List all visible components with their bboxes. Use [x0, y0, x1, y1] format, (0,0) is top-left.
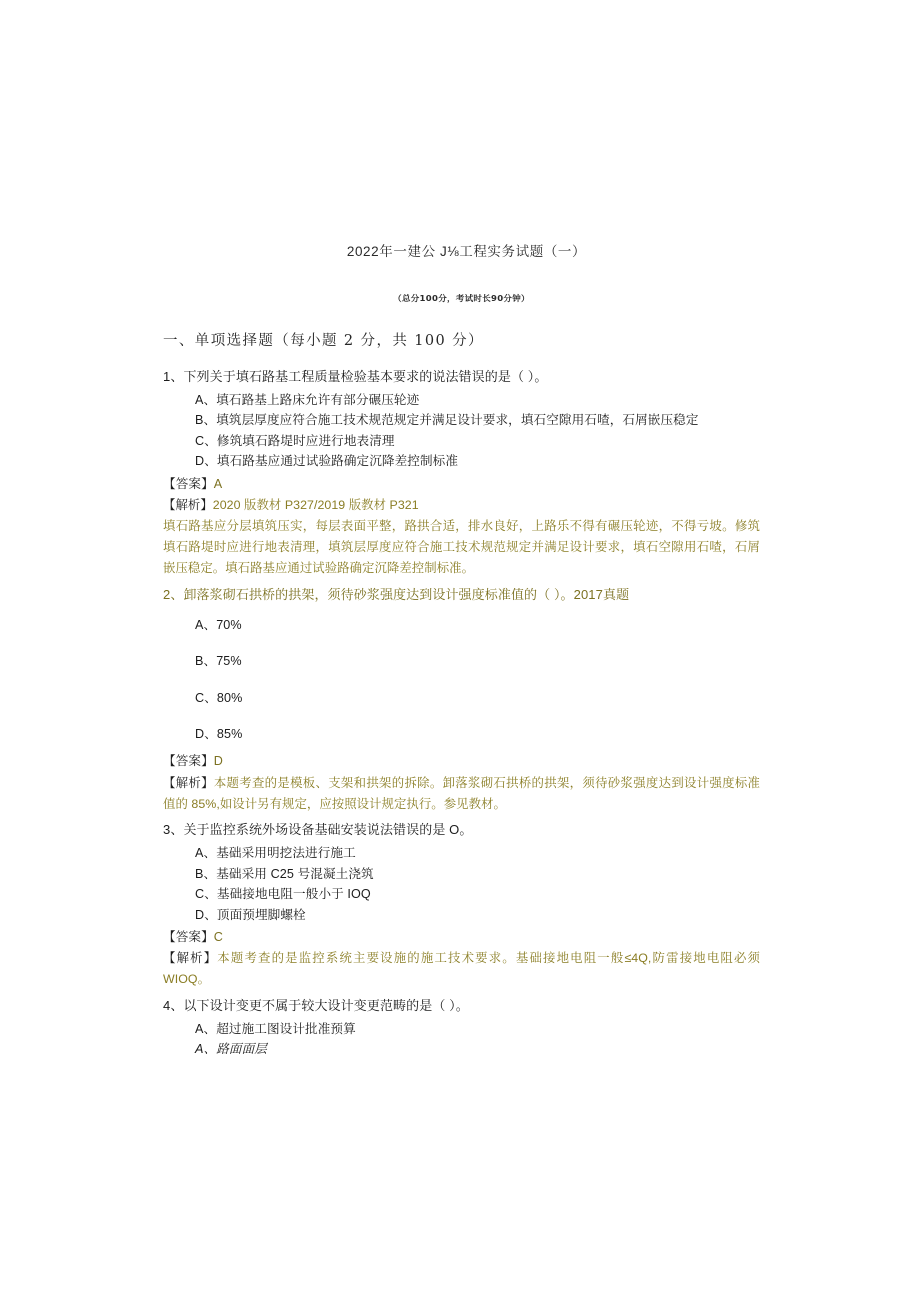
answer-value: A: [213, 476, 223, 491]
section-heading: 一、单项选择题（每小题 2 分，共 100 分）: [163, 332, 484, 349]
question-stem: [163, 820, 760, 840]
analysis-body: [163, 948, 760, 991]
question-block-2: [163, 585, 760, 815]
answer-line: [163, 927, 760, 947]
option-item[interactable]: B、基础采用 C25 号混凝土浇筑: [195, 866, 374, 881]
answer-value: D: [213, 754, 223, 769]
question-text: 卸落浆砌石拱桥的拱架，须待砂浆强度达到设计强度标准值的（ ）。2017真题: [183, 586, 630, 602]
option-item[interactable]: B、填筑层厚度应符合施工技术规范规定并满足设计要求，填石空隙用石喳，石屑嵌压稳定: [195, 413, 699, 428]
option-item[interactable]: A、70%: [195, 617, 242, 632]
answer-tag: 【答案】: [163, 476, 214, 491]
analysis-reference: 2020 版教材 P327/2019 版教材 P321: [212, 497, 419, 512]
question-text: 下列关于填石路基工程质量检验基本要求的说法错误的是（ ）。: [183, 368, 548, 384]
analysis-body: 填石路基应分层填筑压实，每层表面平整，路拱合适，排水良好，上路乐不得有碾压轮迹，不得亏坡。修筑填石路堤时应进行地表清理，填筑层厚度应符合施工技术规范规定并满足设计要求，填石空隙用石喳，石屑嵌压稳定。填石路基应通过试验路确定沉降差控制标准。: [163, 518, 760, 576]
analysis-text: 本题考查的是监控系统主要设施的施工技术要求。基础接地电阻一般≤4Q,防雷接地电阻必须 WIOQ。: [163, 951, 761, 987]
options-list: [163, 843, 760, 925]
question-number: 3、: [163, 822, 184, 838]
option-item[interactable]: C、基础接地电阻一般小于 IOQ: [195, 887, 371, 902]
answer-tag: 【答案】: [163, 754, 214, 769]
question-text: 关于监控系统外场设备基础安装说法错误的是 O。: [183, 822, 473, 838]
answer-value: C: [213, 929, 223, 944]
question-text: 以下设计变更不属于较大设计变更范畴的是（ ）。: [183, 997, 469, 1013]
analysis-tag: 【解析】: [163, 775, 214, 790]
answer-tag: 【答案】: [163, 929, 214, 944]
option-item[interactable]: C、修筑填石路堤时应进行地表清理: [195, 433, 395, 448]
answer-line: [163, 751, 760, 771]
option-item[interactable]: A、超过施工图设计批准预算: [195, 1021, 356, 1036]
analysis-body: [163, 773, 760, 816]
analysis-tag: 【解析】: [163, 497, 213, 512]
question-block-1: [163, 367, 760, 580]
page-title: 2022年一建公 J⅛工程实务试题（一）: [346, 244, 587, 259]
answer-line: [163, 474, 760, 494]
option-item[interactable]: D、填石路基应通过试验路确定沉降差控制标准: [195, 454, 459, 469]
options-list: [163, 617, 760, 742]
question-block-4: [163, 996, 760, 1060]
option-item[interactable]: A、基础采用明挖法进行施工: [195, 846, 356, 861]
option-item[interactable]: D、85%: [195, 727, 243, 742]
question-stem: [163, 996, 760, 1016]
analysis-line: [163, 495, 760, 515]
option-item[interactable]: B、75%: [195, 654, 242, 669]
option-item[interactable]: D、顶面预埋脚螺栓: [195, 907, 306, 922]
page-subtitle: （总分100分，考试时长90分钟）: [393, 294, 530, 304]
option-item-italic: A、路面面层: [195, 1042, 267, 1057]
question-number: 1、: [163, 368, 184, 384]
options-list: [163, 1019, 760, 1060]
analysis-text: 本题考查的是模板、支架和拱架的拆除。卸落浆砌石拱桥的拱架，须待砂浆强度达到设计强度标准值的 85%,如设计另有规定，应按照设计规定执行。参见教材。: [163, 775, 761, 811]
options-list: [163, 390, 760, 472]
question-number: 4、: [163, 997, 184, 1013]
option-item[interactable]: C、80%: [195, 690, 243, 705]
question-stem: [163, 585, 760, 605]
document-content: [163, 243, 760, 1060]
analysis-tag: 【解析】: [163, 951, 218, 966]
option-item[interactable]: [163, 1039, 760, 1059]
question-stem: [163, 367, 760, 387]
question-block-3: [163, 820, 760, 991]
option-item[interactable]: A、填石路基上路床允许有部分碾压轮迹: [195, 393, 420, 408]
question-number: 2、: [163, 586, 184, 602]
